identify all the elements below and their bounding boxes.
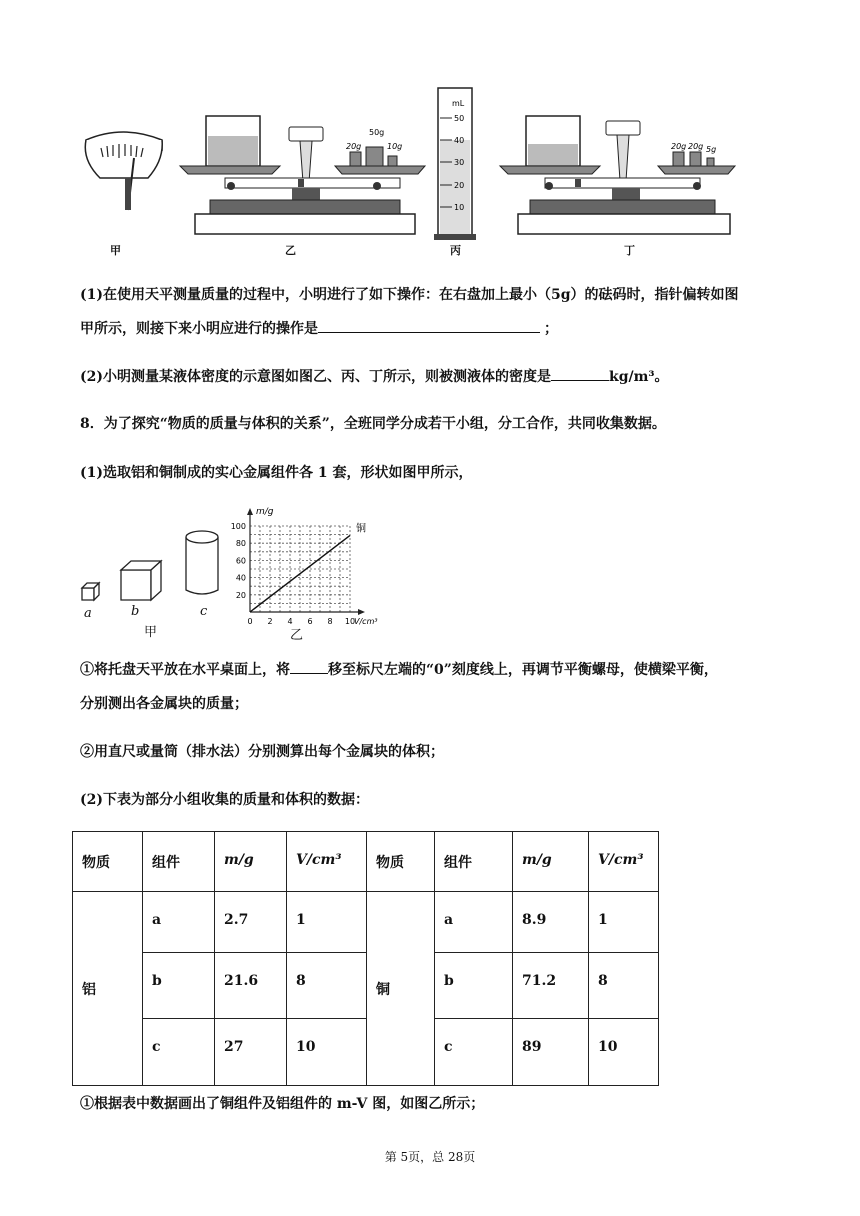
x-tick-label: 10 <box>344 617 356 626</box>
shape-label-b: b <box>131 604 140 619</box>
table-row <box>73 892 659 953</box>
table-header: 组件 <box>435 832 513 892</box>
answer-blank[interactable] <box>551 366 609 381</box>
table-header: 物质 <box>73 832 143 892</box>
cylinder-tick-20: 20 <box>454 181 465 190</box>
label-ding: 丁 <box>624 244 635 257</box>
table-cell: a <box>143 892 215 953</box>
table-cell: 89 <box>513 1019 589 1086</box>
table-header-row <box>73 832 659 892</box>
table-cell: 1 <box>287 892 367 953</box>
q8-step1-b: 移至标尺左端的“0”刻度线上，再调节平衡螺母，使横梁平衡， <box>328 662 718 678</box>
material-aluminum: 铝 <box>73 892 143 1086</box>
table-cell: a <box>435 892 513 953</box>
table-row <box>73 1019 659 1086</box>
y-axis-arrow <box>247 508 253 515</box>
x-axis-arrow <box>358 609 365 615</box>
table-cell: 21.6 <box>215 953 287 1019</box>
cylinder-unit: mL <box>452 99 465 108</box>
q7-part2 <box>80 366 669 387</box>
cube-b <box>121 570 151 600</box>
table-header: m/g <box>513 832 589 892</box>
shape-label-c: c <box>200 604 208 619</box>
y-tick-label: 40 <box>235 573 246 583</box>
q8-part1: (1)选取铝和铜制成的实心金属组件各 1 套，形状如图甲所示， <box>80 465 473 481</box>
cylinder-tick-50: 50 <box>454 114 465 123</box>
table-header: V/cm³ <box>287 832 367 892</box>
data-table <box>72 831 659 1086</box>
y-tick-label: 100 <box>230 522 246 531</box>
table-cell: 8.9 <box>513 892 589 953</box>
table-cell: 1 <box>589 892 659 953</box>
cube-a <box>82 588 94 600</box>
table-cell: 10 <box>287 1019 367 1086</box>
table-header: 物质 <box>367 832 435 892</box>
material-copper: 铜 <box>367 892 435 1086</box>
table-cell: 2.7 <box>215 892 287 953</box>
table-row <box>73 953 659 1019</box>
cylinder-tick-30: 30 <box>454 158 465 167</box>
answer-blank[interactable] <box>290 659 328 674</box>
balance-yi <box>180 116 425 234</box>
table-cell: 27 <box>215 1019 287 1086</box>
y-axis-label: m/g <box>256 507 274 517</box>
yi-weight-10g: 10g <box>387 142 403 151</box>
cylinder-tick-10: 10 <box>454 203 465 212</box>
table-cell: 10 <box>589 1019 659 1086</box>
x-tick-label: 8 <box>327 617 333 626</box>
series-label-copper: 铜 <box>356 523 366 535</box>
q7-part1-end: ； <box>544 321 558 337</box>
x-axis-label: V/cm³ <box>354 617 378 626</box>
yi-weight-50g: 50g <box>369 128 385 137</box>
label-bing: 丙 <box>450 244 461 257</box>
q8-part2: (2)下表为部分小组收集的质量和体积的数据： <box>80 792 369 808</box>
q8-title: 8．为了探究“物质的质量与体积的关系”，全班同学分成若干小组，分工合作，共同收集数据。 <box>80 416 666 432</box>
shape-label-a: a <box>84 606 92 621</box>
q7-part2-unit: kg/m³。 <box>609 369 669 385</box>
x-tick-label: 0 <box>247 617 253 626</box>
table-cell: b <box>435 953 513 1019</box>
q8-step1 <box>80 659 718 680</box>
x-tick-label: 6 <box>307 617 313 626</box>
table-cell: c <box>143 1019 215 1086</box>
balance-figure <box>0 0 860 265</box>
ding-weight-20g-1: 20g <box>671 142 687 151</box>
ding-weight-5g: 5g <box>706 145 717 154</box>
y-tick-label: 60 <box>235 556 246 566</box>
table-cell: 8 <box>589 953 659 1019</box>
cylinder-tick-40: 40 <box>454 136 465 145</box>
q8-step1-cont: 分别测出各金属块的质量； <box>80 696 248 712</box>
page-footer: 第 5页，总 28页 <box>384 1150 476 1164</box>
table-cell: 8 <box>287 953 367 1019</box>
cylinder-c <box>186 537 218 594</box>
y-tick-label: 20 <box>235 590 246 600</box>
label-jia: 甲 <box>110 244 121 257</box>
balance-ding <box>500 116 735 234</box>
table-cell: b <box>143 953 215 1019</box>
label-yi-2: 乙 <box>290 628 304 643</box>
q8-after-table: ①根据表中数据画出了铜组件及铝组件的 m-V 图，如图乙所示； <box>80 1096 485 1112</box>
table-cell: c <box>435 1019 513 1086</box>
pointer-dial <box>85 132 162 210</box>
table-cell: 71.2 <box>513 953 589 1019</box>
ding-weight-20g-2: 20g <box>688 142 704 151</box>
yi-weight-20g: 20g <box>346 142 362 151</box>
y-tick-label: 80 <box>235 539 246 549</box>
label-jia-2: 甲 <box>144 625 158 640</box>
table-header: V/cm³ <box>589 832 659 892</box>
answer-blank[interactable] <box>318 318 540 333</box>
x-tick-label: 4 <box>287 617 293 626</box>
q8-step1-a: ①将托盘天平放在水平桌面上，将 <box>80 662 290 678</box>
table-header: m/g <box>215 832 287 892</box>
q8-step2: ②用直尺或量筒（排水法）分别测算出每个金属块的体积； <box>80 744 444 760</box>
q7-part1-line1: (1)在使用天平测量质量的过程中，小明进行了如下操作：在右盘加上最小（5g）的砝码时，指针偏转如图 <box>80 287 739 303</box>
table-header: 组件 <box>143 832 215 892</box>
q7-part1-text: 甲所示，则接下来小明应进行的操作是 <box>80 321 318 337</box>
label-yi: 乙 <box>285 244 296 257</box>
x-tick-label: 2 <box>267 617 273 626</box>
q7-part1-line2 <box>80 318 558 339</box>
q7-part2-text: (2)小明测量某液体密度的示意图如图乙、丙、丁所示，则被测液体的密度是 <box>80 369 551 385</box>
